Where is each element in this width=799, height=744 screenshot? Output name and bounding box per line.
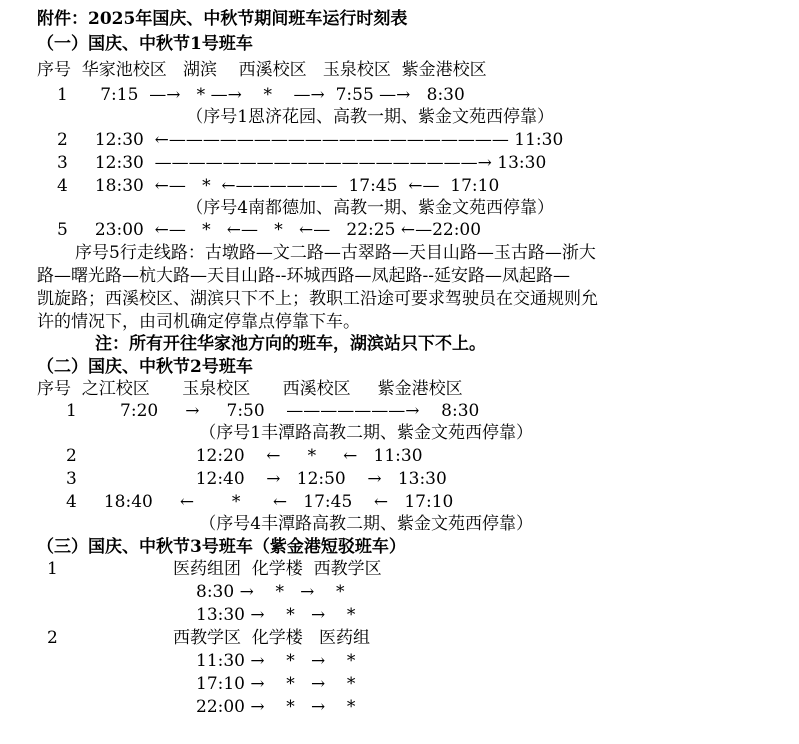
section1-row-1: 1 7:15 —→ * —→ * —→ 7:55 —→ 8:30: [57, 85, 465, 105]
route-note-line-3: 凯旋路；西溪校区、湖滨只下不上；教职工沿途可要求驾驶员在交通规则允: [37, 289, 598, 309]
section3-heading: （三）国庆、中秋节3号班车（紫金港短驳班车）: [37, 537, 406, 557]
section1-row-3: 3 12:30 ———————————————————→ 13:30: [57, 153, 547, 173]
section1-row-2: 2 12:30 ←———————————————————— 11:30: [57, 130, 564, 150]
section2-stop-note-4: （序号4丰潭路高教二期、紫金文苑西停靠）: [183, 514, 534, 534]
section2-heading: （二）国庆、中秋节2号班车: [37, 357, 253, 377]
section1-note: 注：所有开往华家池方向的班车，湖滨站只下不上。: [95, 334, 486, 354]
section3-group1-header: 医药组团 化学楼 西教学区: [173, 559, 382, 579]
section3-group1-number: 1: [47, 559, 58, 579]
section3-group2-row-3: 22:00 → * → *: [196, 697, 356, 717]
section1-row-5: 5 23:00 ←— * ←— * ←— 22:25 ←—22:00: [57, 220, 482, 240]
section3-group2-row-2: 17:10 → * → *: [196, 674, 356, 694]
route-note-line-4: 许的情况下，由司机确定停靠点停靠下车。: [37, 312, 360, 332]
section2-row-1: 1 7:20 → 7:50 ———————→ 8:30: [66, 401, 480, 421]
section2-stop-note-1: （序号1丰潭路高教二期、紫金文苑西停靠）: [183, 423, 534, 443]
section1-heading: （一）国庆、中秋节1号班车: [37, 34, 253, 54]
section1-stop-note-4: （序号4南都德加、高教一期、紫金文苑西停靠）: [170, 198, 555, 218]
section1-row-4: 4 18:30 ←— * ←—————— 17:45 ←— 17:10: [57, 176, 500, 196]
document-title: 附件：2025年国庆、中秋节期间班车运行时刻表: [37, 9, 408, 29]
section2-row-2: 2 12:20 ← * ← 11:30: [66, 446, 423, 466]
section1-header-row: 序号 华家池校区 湖滨 西溪校区 玉泉校区 紫金港校区: [37, 60, 487, 80]
section3-group1-row-2: 13:30 → * → *: [196, 605, 356, 625]
route-note-line-2: 路—曙光路—杭大路—天目山路--环城西路—凤起路--延安路—凤起路—: [37, 266, 570, 286]
section3-group2-number: 2: [47, 628, 58, 648]
route-note-line-1: 序号5行走线路：古墩路—文二路—古翠路—天目山路—玉古路—浙大: [75, 243, 596, 263]
section2-row-4: 4 18:40 ← * ← 17:45 ← 17:10: [66, 492, 454, 512]
section3-group1-row-1: 8:30 → * → *: [196, 582, 345, 602]
section3-group2-row-1: 11:30 → * → *: [196, 651, 356, 671]
section2-header-row: 序号 之江校区 玉泉校区 西溪校区 紫金港校区: [37, 379, 463, 399]
section3-group2-header: 西教学区 化学楼 医药组: [173, 628, 371, 648]
section2-row-3: 3 12:40 → 12:50 → 13:30: [66, 469, 447, 489]
section1-stop-note-1: （序号1恩济花园、高教一期、紫金文苑西停靠）: [170, 107, 555, 127]
